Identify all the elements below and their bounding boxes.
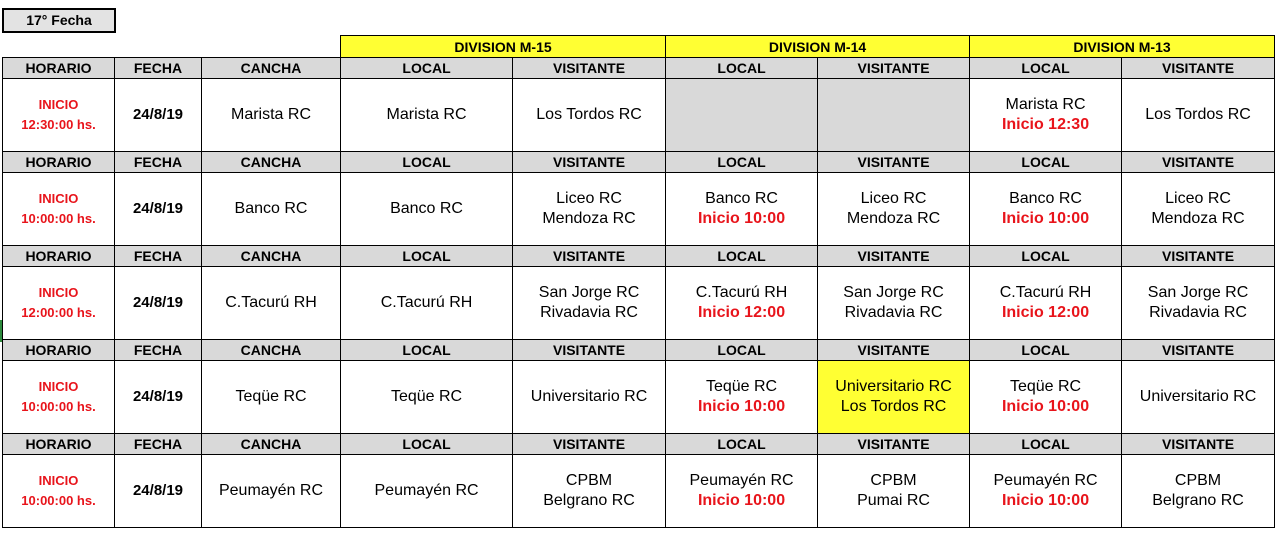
division-m15: DIVISION M-15 [341,36,666,58]
fecha-label: 17° Fecha [2,8,116,33]
header-m13-local: LOCAL [970,152,1122,173]
horario-cell: INICIO 12:30:00 hs. [3,79,115,152]
header-cancha: CANCHA [202,434,341,455]
m13-visitante-cell: Universitario RC [1122,361,1275,434]
header-horario: HORARIO [3,58,115,79]
m15-local-cell: Banco RC [341,173,513,246]
header-m13-local: LOCAL [970,434,1122,455]
header-m14-visitante: VISITANTE [818,152,970,173]
header-m14-local: LOCAL [666,58,818,79]
fixture-table [2,35,1275,528]
header-m15-local: LOCAL [341,152,513,173]
m14-local-cell: C.Tacurú RH Inicio 12:00 [666,267,818,340]
fecha-cell: 24/8/19 [115,267,202,340]
header-m13-visitante: VISITANTE [1122,340,1275,361]
fecha-cell: 24/8/19 [115,455,202,528]
horario-cell: INICIO 10:00:00 hs. [3,361,115,434]
header-cancha: CANCHA [202,58,341,79]
header-m14-local: LOCAL [666,340,818,361]
cancha-cell: Marista RC [202,79,341,152]
header-fecha: FECHA [115,58,202,79]
division-m14: DIVISION M-14 [666,36,970,58]
header-m14-local: LOCAL [666,246,818,267]
header-m15-local: LOCAL [341,434,513,455]
header-m14-visitante: VISITANTE [818,246,970,267]
division-m13: DIVISION M-13 [970,36,1275,58]
m14-local-cell: Banco RC Inicio 10:00 [666,173,818,246]
m14-visitante-cell: San Jorge RC Rivadavia RC [818,267,970,340]
match-row [3,455,1275,528]
header-m14-visitante: VISITANTE [818,340,970,361]
header-fecha: FECHA [115,434,202,455]
header-m15-visitante: VISITANTE [513,340,666,361]
m15-local-cell: Teqüe RC [341,361,513,434]
m13-local-cell: Teqüe RC Inicio 10:00 [970,361,1122,434]
m13-visitante-cell: Los Tordos RC [1122,79,1275,152]
header-cancha: CANCHA [202,152,341,173]
m15-visitante-cell: CPBM Belgrano RC [513,455,666,528]
header-m13-visitante: VISITANTE [1122,58,1275,79]
header-cancha: CANCHA [202,246,341,267]
m13-local-cell: Banco RC Inicio 10:00 [970,173,1122,246]
column-header-row [3,152,1275,173]
header-fecha: FECHA [115,152,202,173]
match-row [3,79,1275,152]
m13-visitante-cell: San Jorge RC Rivadavia RC [1122,267,1275,340]
header-m14-visitante: VISITANTE [818,58,970,79]
fecha-cell: 24/8/19 [115,173,202,246]
horario-cell: INICIO 10:00:00 hs. [3,455,115,528]
division-header-row [3,36,1275,58]
header-m14-visitante: VISITANTE [818,434,970,455]
header-m13-local: LOCAL [970,58,1122,79]
cancha-cell: Teqüe RC [202,361,341,434]
header-m15-visitante: VISITANTE [513,58,666,79]
header-m15-visitante: VISITANTE [513,246,666,267]
m14-visitante-cell: CPBM Pumai RC [818,455,970,528]
header-horario: HORARIO [3,246,115,267]
header-m15-local: LOCAL [341,246,513,267]
fecha-cell: 24/8/19 [115,79,202,152]
fecha-cell: 24/8/19 [115,361,202,434]
match-row [3,173,1275,246]
header-horario: HORARIO [3,340,115,361]
m15-local-cell: Marista RC [341,79,513,152]
header-horario: HORARIO [3,152,115,173]
m15-local-cell: Peumayén RC [341,455,513,528]
m14-visitante-cell [818,79,970,152]
header-m13-local: LOCAL [970,246,1122,267]
m13-visitante-cell: Liceo RC Mendoza RC [1122,173,1275,246]
header-m14-local: LOCAL [666,152,818,173]
match-row [3,267,1275,340]
header-m15-local: LOCAL [341,58,513,79]
column-header-row [3,246,1275,267]
header-m13-local: LOCAL [970,340,1122,361]
header-m15-local: LOCAL [341,340,513,361]
match-row [3,361,1275,434]
m14-local-cell: Peumayén RC Inicio 10:00 [666,455,818,528]
blank-header-cell [3,36,341,58]
m14-visitante-cell: Liceo RC Mendoza RC [818,173,970,246]
m15-visitante-cell: Los Tordos RC [513,79,666,152]
header-m14-local: LOCAL [666,434,818,455]
column-header-row [3,434,1275,455]
m13-local-cell: C.Tacurú RH Inicio 12:00 [970,267,1122,340]
header-m13-visitante: VISITANTE [1122,434,1275,455]
column-header-row [3,340,1275,361]
cancha-cell: C.Tacurú RH [202,267,341,340]
m13-visitante-cell: CPBM Belgrano RC [1122,455,1275,528]
header-cancha: CANCHA [202,340,341,361]
m15-visitante-cell: San Jorge RC Rivadavia RC [513,267,666,340]
column-header-row [3,58,1275,79]
m14-visitante-cell-highlighted: Universitario RC Los Tordos RC [818,361,970,434]
header-fecha: FECHA [115,340,202,361]
m14-local-cell: Teqüe RC Inicio 10:00 [666,361,818,434]
header-m15-visitante: VISITANTE [513,434,666,455]
cancha-cell: Banco RC [202,173,341,246]
m15-visitante-cell: Liceo RC Mendoza RC [513,173,666,246]
m14-local-cell [666,79,818,152]
m13-local-cell: Marista RC Inicio 12:30 [970,79,1122,152]
header-horario: HORARIO [3,434,115,455]
header-m13-visitante: VISITANTE [1122,246,1275,267]
m13-local-cell: Peumayén RC Inicio 10:00 [970,455,1122,528]
header-m13-visitante: VISITANTE [1122,152,1275,173]
header-fecha: FECHA [115,246,202,267]
m15-local-cell: C.Tacurú RH [341,267,513,340]
cancha-cell: Peumayén RC [202,455,341,528]
m15-visitante-cell: Universitario RC [513,361,666,434]
horario-cell: INICIO 12:00:00 hs. [3,267,115,340]
header-m15-visitante: VISITANTE [513,152,666,173]
horario-cell: INICIO 10:00:00 hs. [3,173,115,246]
